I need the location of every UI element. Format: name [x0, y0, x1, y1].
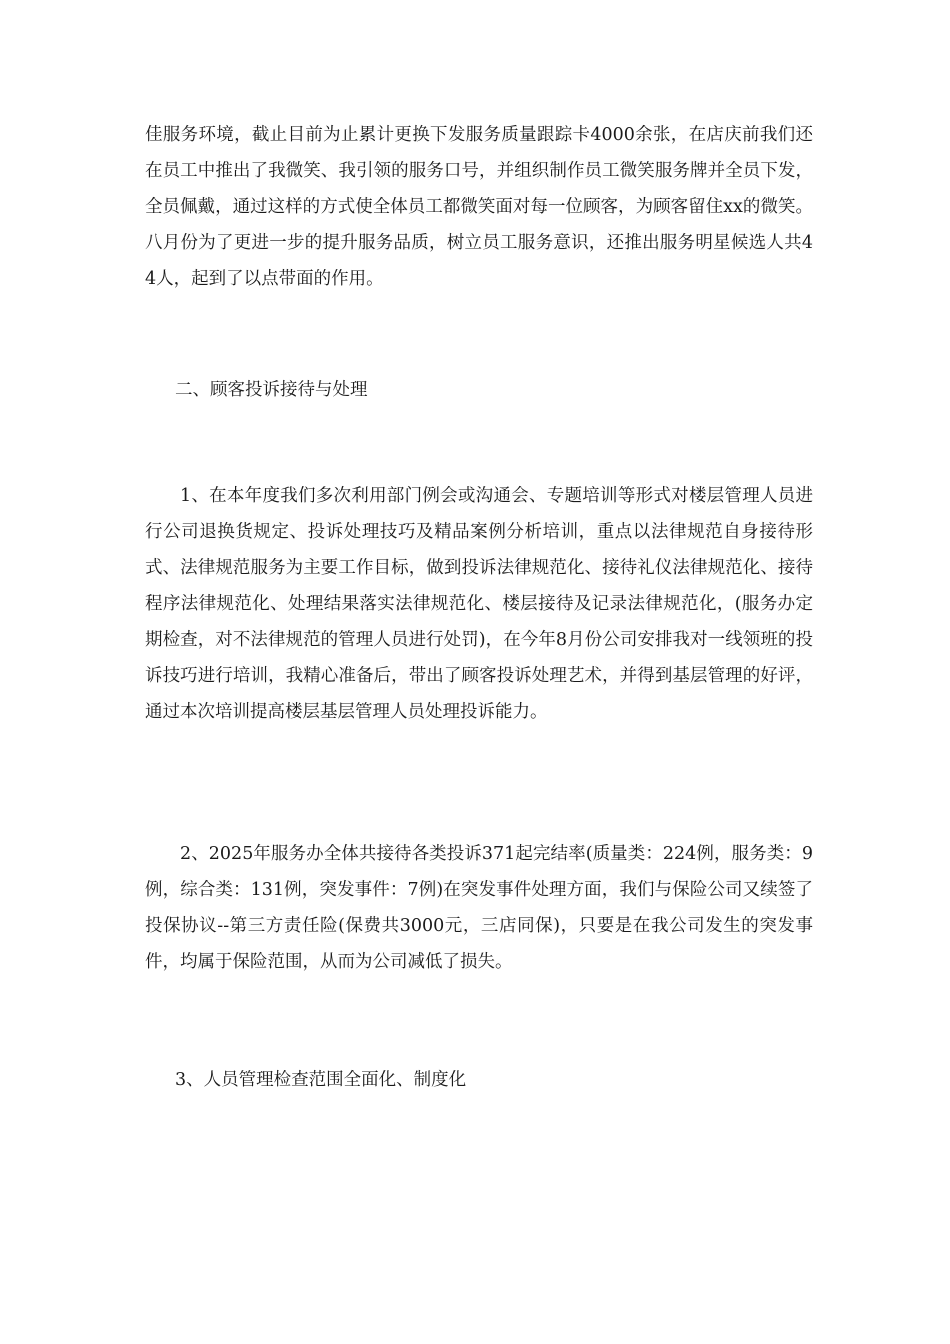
section-heading-complaints: 二、顾客投诉接待与处理 [175, 380, 368, 400]
paragraph-intro: 佳服务环境，截止目前为止累计更换下发服务质量跟踪卡4000余张，在店庆前我们还在员工中推出了我微笑、我引领的服务口号，并组织制作员工微笑服务牌并全员下发，全员佩戴，通过这样的方式使全体员工都微笑面对每一位顾客，为顾客留住xx的微笑。八月份为了更进一步的提升服务品质，树立员工服务意识，还推出服务明星候选人共44人，起到了以点带面的作用。 [145, 125, 813, 289]
paragraph-item-one: 1、在本年度我们多次利用部门例会或沟通会、专题培训等形式对楼层管理人员进行公司退换货规定、投诉处理技巧及精品案例分析培训，重点以法律规范自身接待形式、法律规范服务为主要工作目标，做到投诉法律规范化、接待礼仪法律规范化、接待程序法律规范化、处理结果落实法律规范化、楼层接待及记录法律规范化，(服务办定期检查，对不法律规范的管理人员进行处罚)，在今年8月份公司安排我对一线领班的投诉技巧进行培训，我精心准备后，带出了顾客投诉处理艺术，并得到基层管理的好评，通过本次培训提高楼层基层管理人员处理投诉能力。 [145, 486, 813, 722]
paragraph-item-two: 2、2025年服务办全体共接待各类投诉371起完结率(质量类：224例，服务类：9例，综合类：131例，突发事件：7例)在突发事件处理方面，我们与保险公司又续签了投保协议--第三方责任险(保费共3000元，三店同保)，只要是在我公司发生的突发事件，均属于保险范围，从而为公司减低了损失。 [145, 844, 813, 972]
item-three-heading: 3、人员管理检查范围全面化、制度化 [175, 1070, 467, 1090]
